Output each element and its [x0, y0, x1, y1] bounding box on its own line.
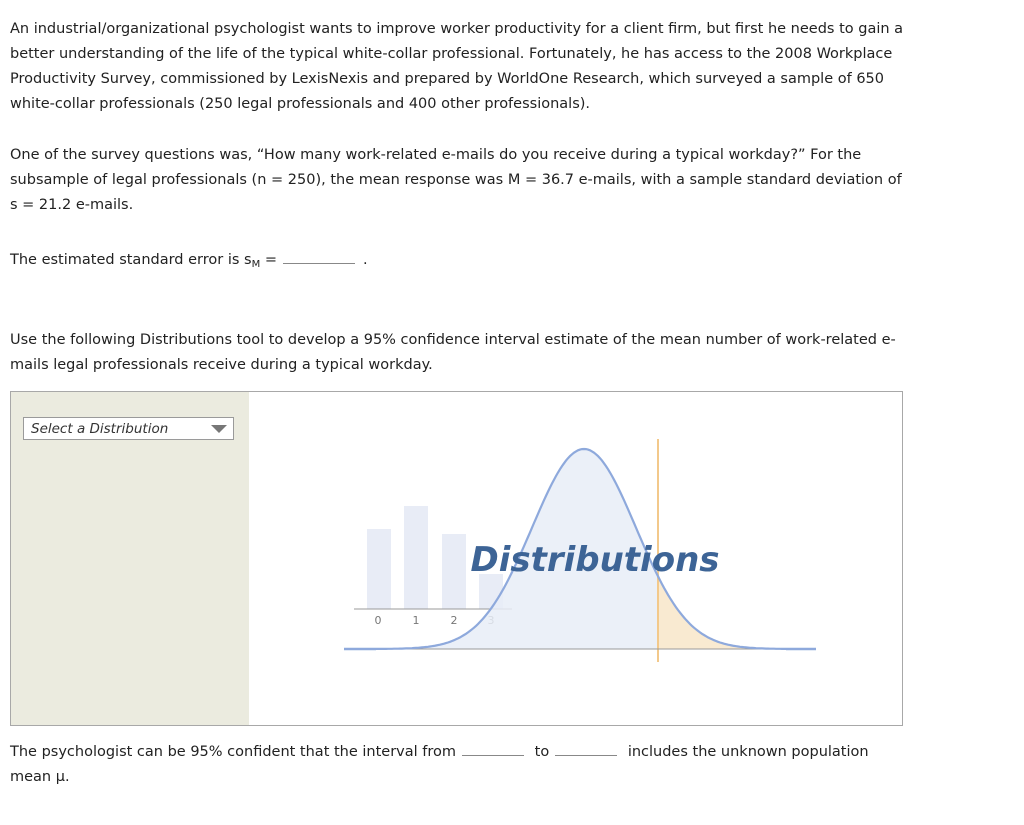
placeholder-bar-0	[367, 529, 391, 609]
conclusion-suffix: includes the unknown population mean μ.	[10, 744, 869, 785]
distributions-title: Distributions	[470, 540, 720, 580]
standard-error-prompt	[10, 248, 910, 274]
standard-error-label: The estimated standard error is s	[10, 252, 252, 268]
axis-tick-0: 0	[374, 614, 382, 627]
standard-error-period: .	[363, 252, 368, 268]
conclusion-prompt	[10, 740, 910, 790]
lower-limit-input[interactable]	[462, 741, 524, 756]
standard-error-input[interactable]	[283, 249, 355, 264]
distributions-placeholder-graphic	[11, 392, 902, 725]
conclusion-to: to	[534, 744, 550, 760]
placeholder-bar-1	[404, 506, 428, 609]
upper-limit-input[interactable]	[555, 741, 617, 756]
distributions-tool[interactable]	[10, 391, 903, 726]
distribution-select-label: Select a Distribution	[31, 421, 169, 437]
standard-error-equals: =	[260, 252, 277, 268]
instruction-paragraph: Use the following Distributions tool to develop a 95% confidence interval estimate of the mean number of work-related e-mails legal professionals receive during a typical workday.	[10, 332, 896, 373]
axis-tick-2: 2	[450, 614, 458, 627]
placeholder-bar-2	[442, 534, 466, 609]
standard-error-subscript: M	[251, 259, 261, 270]
intro-paragraph: An industrial/organizational psychologist wants to improve worker productivity for a client firm, but first he needs to gain a better understanding of the life of the typical white-collar professional. Fortunately, he has access to the 2008 Workplace Productivity Survey, commissioned by LexisNexis and prepared by WorldOne Research, which surveyed a sample of 650 white-collar professionals (250 legal professionals and 400 other professionals).	[10, 21, 904, 112]
conclusion-prefix: The psychologist can be 95% confident that the interval from	[10, 744, 457, 760]
survey-question-paragraph: One of the survey questions was, “How many work-related e-mails do you receive during a typical workday?” For the subsample of legal professionals (n = 250), the mean response was M = 36.7 e-mails, with a sample standard deviation of s = 21.2 e-mails.	[10, 147, 902, 213]
axis-tick-1: 1	[412, 614, 420, 627]
tail-area	[658, 576, 786, 649]
